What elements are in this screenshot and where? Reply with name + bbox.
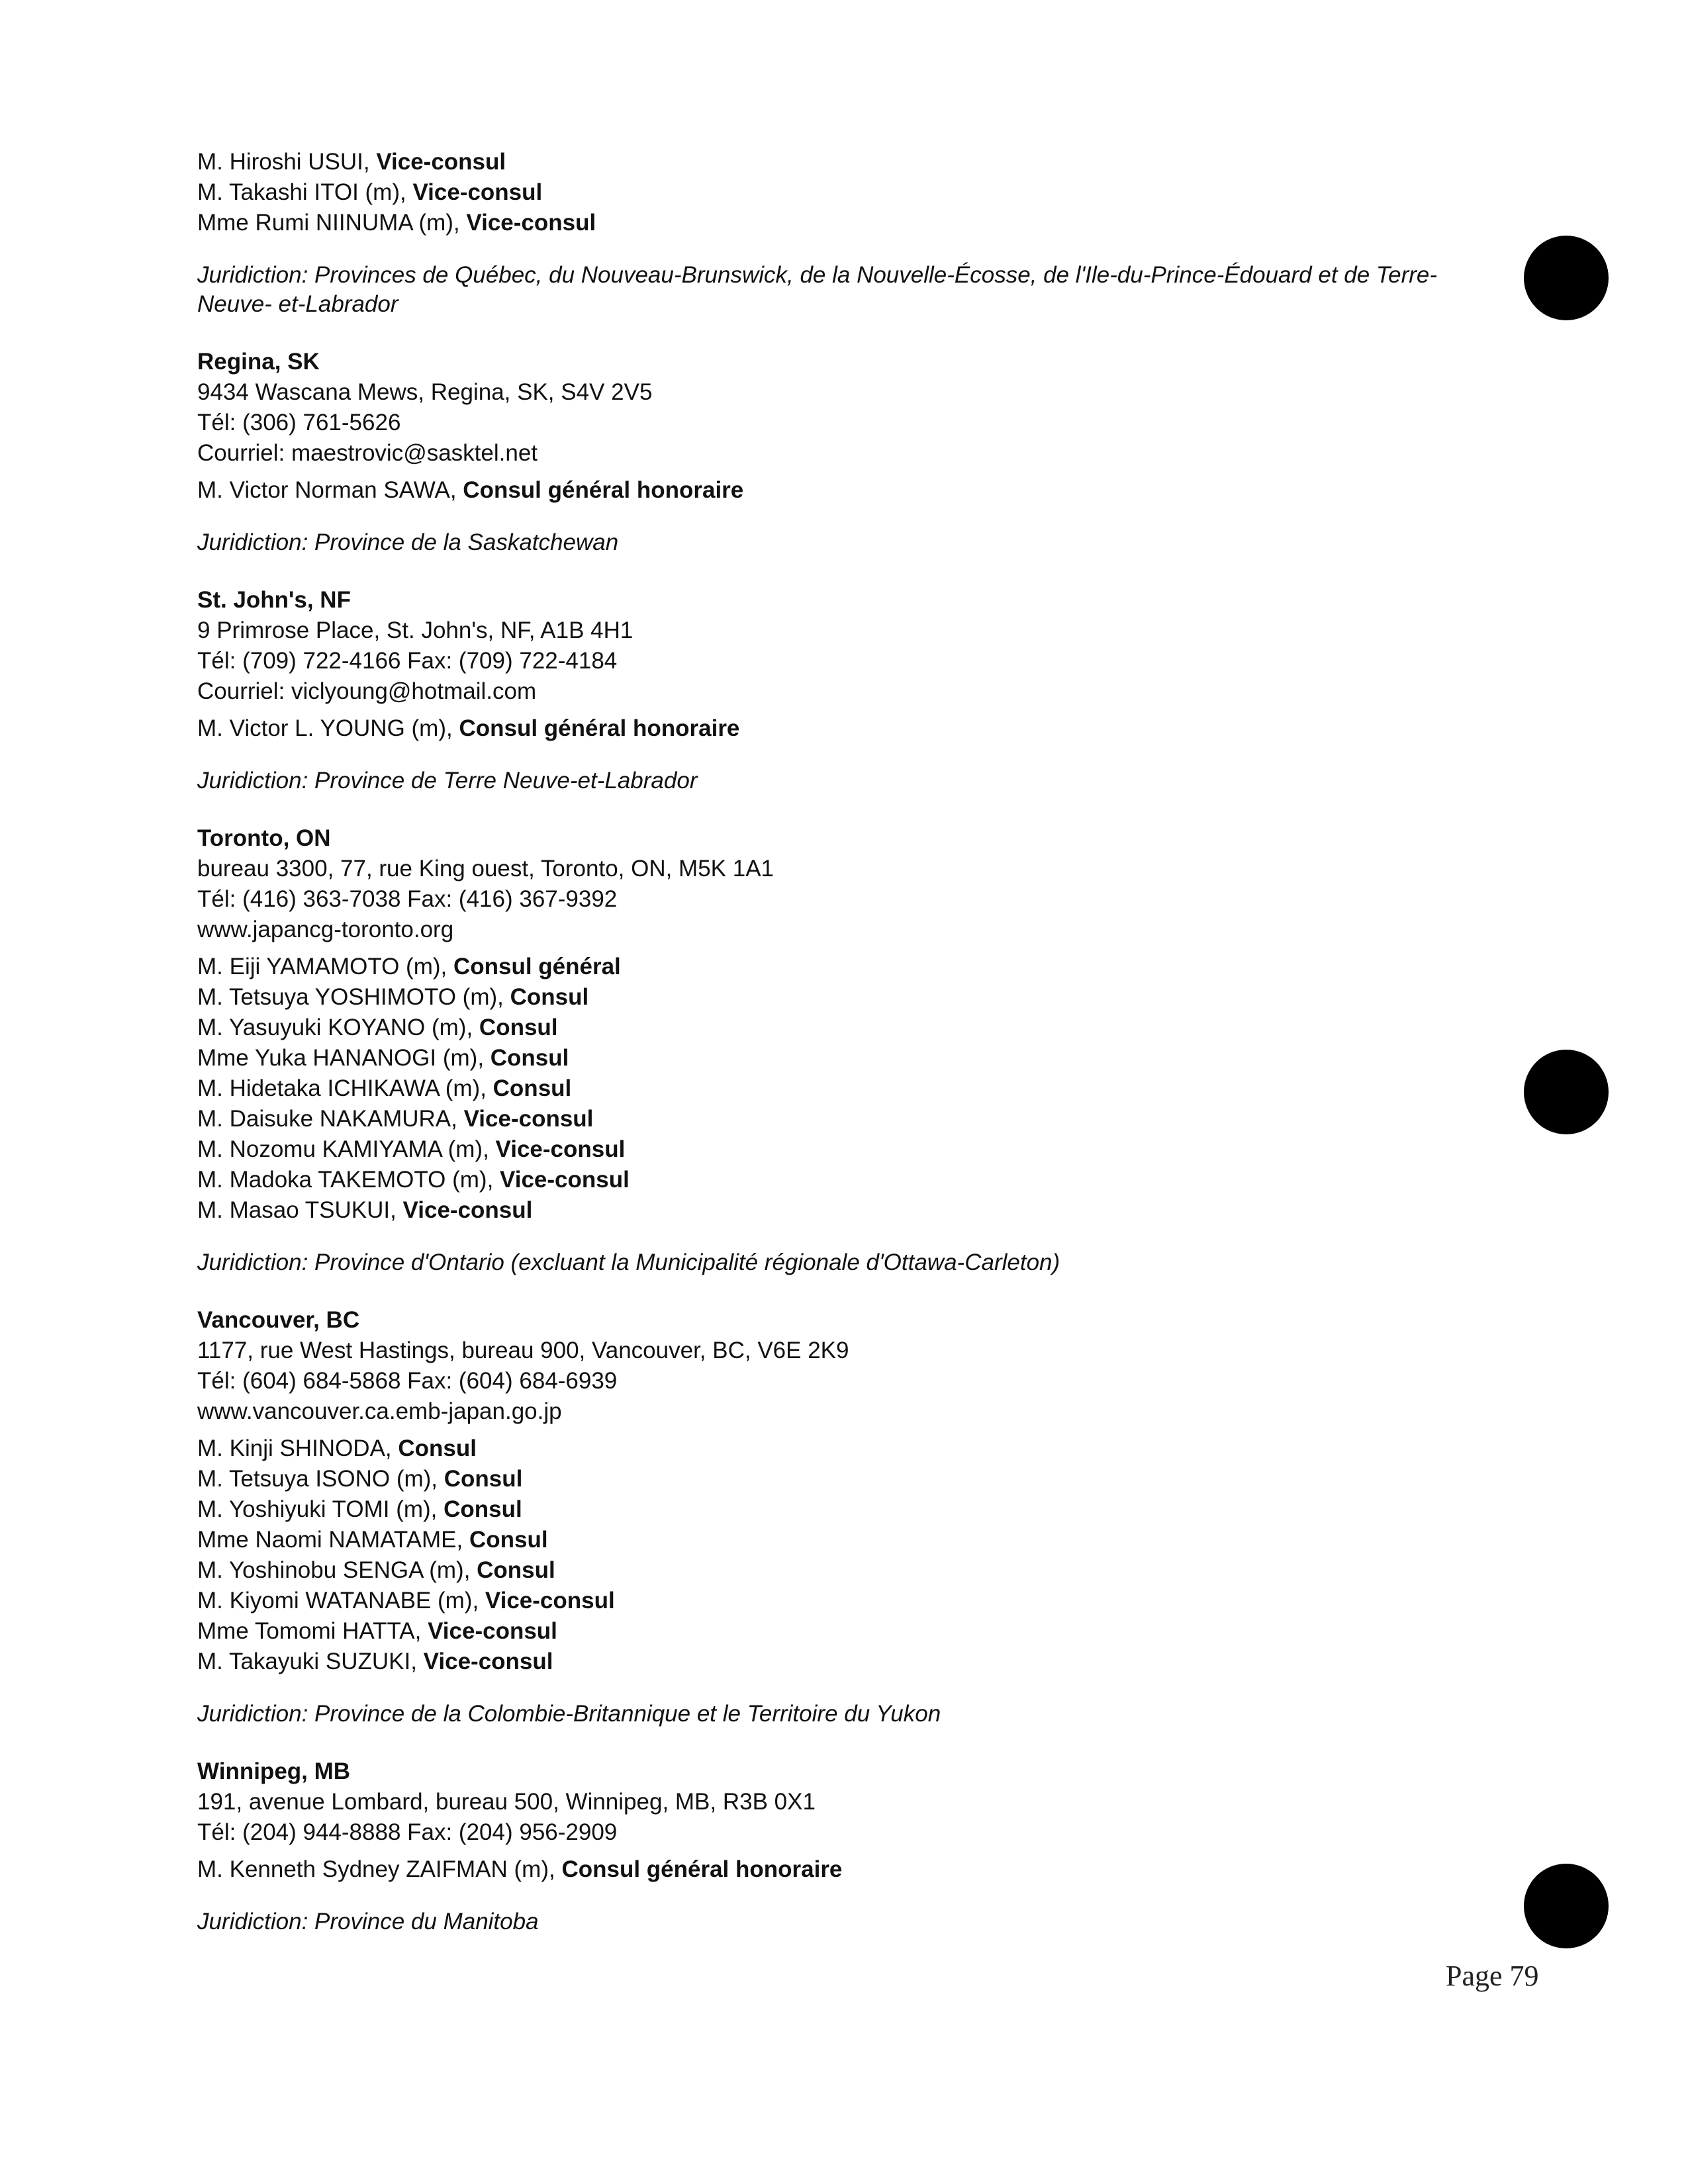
staff-entry	[197, 1104, 1534, 1134]
office-block	[197, 1756, 1534, 1936]
punch-hole-middle	[1524, 1050, 1609, 1134]
staff-entry	[197, 1433, 1534, 1464]
staff-title: Consul	[444, 1496, 522, 1522]
staff-title: Vice-consul	[463, 1106, 594, 1132]
office-address: 9 Primrose Place, St. John's, NF, A1B 4H1	[197, 617, 633, 643]
staff-name: M. Victor L. YOUNG (m),	[197, 715, 459, 741]
office-city: Vancouver, BC	[197, 1307, 360, 1333]
staff-name: M. Tetsuya ISONO (m),	[197, 1466, 444, 1492]
office-address: 9434 Wascana Mews, Regina, SK, S4V 2V5	[197, 379, 653, 405]
offices-list	[197, 347, 1534, 1936]
office-city: Regina, SK	[197, 349, 320, 375]
punch-hole-top	[1524, 236, 1609, 320]
staff-title: Consul	[477, 1557, 555, 1583]
page-number: Page 79	[1446, 1960, 1539, 1992]
office-phone: Tél: (709) 722-4166 Fax: (709) 722-4184	[197, 648, 618, 674]
staff-entry	[197, 1073, 1534, 1104]
staff-entry	[197, 952, 1534, 982]
staff-title: Consul général honoraire	[561, 1856, 843, 1882]
office-block	[197, 823, 1534, 1277]
staff-name: M. Victor Norman SAWA,	[197, 477, 463, 503]
staff-title: Vice-consul	[500, 1167, 630, 1193]
jurisdiction-text: Juridiction: Province de Terre Neuve-et-Labrador	[197, 768, 698, 794]
staff-entry	[197, 1616, 1534, 1647]
jurisdiction-text: Juridiction: Provinces de Québec, du Nouveau-Brunswick, de la Nouvelle-Écosse, de l'Ile-du-Prince-Édouard et de Terre-Neuve- et-Labrador	[197, 262, 1437, 317]
office-phone: Tél: (204) 944-8888 Fax: (204) 956-2909	[197, 1819, 618, 1845]
staff-name: M. Takayuki SUZUKI,	[197, 1649, 424, 1674]
punch-hole-bottom	[1524, 1864, 1609, 1948]
office-phone: Tél: (416) 363-7038 Fax: (416) 367-9392	[197, 886, 618, 912]
office-website: www.japancg-toronto.org	[197, 917, 454, 942]
staff-name: M. Kinji SHINODA,	[197, 1435, 399, 1461]
staff-title: Consul	[510, 984, 589, 1010]
staff-entry	[197, 475, 1534, 506]
office-block	[197, 347, 1534, 557]
office-block	[197, 585, 1534, 796]
staff-entry	[197, 982, 1534, 1013]
staff-title: Consul	[398, 1435, 477, 1461]
staff-title: Consul général honoraire	[463, 477, 744, 503]
office-phone: Tél: (306) 761-5626	[197, 410, 401, 435]
staff-entry	[197, 1555, 1534, 1586]
staff-entry	[197, 1195, 1534, 1226]
staff-name: Mme Tomomi HATTA,	[197, 1618, 428, 1644]
staff-title: Vice-consul	[428, 1618, 557, 1644]
staff-name: M. Daisuke NAKAMURA,	[197, 1106, 464, 1132]
staff-title: Vice-consul	[495, 1136, 626, 1162]
jurisdiction-text: Juridiction: Province de la Saskatchewan	[197, 529, 619, 555]
staff-name: M. Yoshinobu SENGA (m),	[197, 1557, 477, 1583]
staff-entry: Mme Rumi NIINUMA (m), Vice-consul	[197, 210, 596, 236]
jurisdiction-text: Juridiction: Province d'Ontario (excluant la Municipalité régionale d'Ottawa-Carleton)	[197, 1250, 1060, 1275]
staff-entry	[197, 1134, 1534, 1165]
staff-name: M. Madoka TAKEMOTO (m),	[197, 1167, 500, 1193]
staff-entry	[197, 1165, 1534, 1195]
staff-title: Consul général	[453, 954, 621, 979]
office-email: Courriel: maestrovic@sasktel.net	[197, 440, 538, 466]
office-address: 191, avenue Lombard, bureau 500, Winnipeg, MB, R3B 0X1	[197, 1789, 816, 1815]
office-city: Toronto, ON	[197, 825, 331, 851]
staff-entry	[197, 1494, 1534, 1525]
staff-title: Consul général honoraire	[459, 715, 740, 741]
staff-entry	[197, 1647, 1534, 1677]
staff-name: M. Kenneth Sydney ZAIFMAN (m),	[197, 1856, 562, 1882]
staff-name: M. Eiji YAMAMOTO (m),	[197, 954, 453, 979]
staff-entry	[197, 1043, 1534, 1073]
staff-name: M. Masao TSUKUI,	[197, 1197, 403, 1223]
staff-entry: M. Hiroshi USUI, Vice-consul	[197, 149, 506, 175]
staff-entry	[197, 713, 1534, 744]
staff-title: Consul	[469, 1527, 548, 1553]
office-city: St. John's, NF	[197, 587, 351, 613]
office-block	[197, 1305, 1534, 1729]
staff-name: M. Yoshiyuki TOMI (m),	[197, 1496, 444, 1522]
staff-name: Mme Naomi NAMATAME,	[197, 1527, 469, 1553]
office-phone: Tél: (604) 684-5868 Fax: (604) 684-6939	[197, 1368, 618, 1394]
staff-name: M. Kiyomi WATANABE (m),	[197, 1588, 485, 1614]
office-address: bureau 3300, 77, rue King ouest, Toronto, ON, M5K 1A1	[197, 856, 774, 882]
office-address: 1177, rue West Hastings, bureau 900, Vancouver, BC, V6E 2K9	[197, 1338, 849, 1363]
jurisdiction-text: Juridiction: Province du Manitoba	[197, 1909, 539, 1934]
staff-title: Vice-consul	[402, 1197, 533, 1223]
staff-entry	[197, 1525, 1534, 1555]
staff-title: Vice-consul	[423, 1649, 553, 1674]
staff-name: M. Nozomu KAMIYAMA (m),	[197, 1136, 496, 1162]
office-website: www.vancouver.ca.emb-japan.go.jp	[197, 1398, 562, 1424]
staff-title: Consul	[479, 1015, 558, 1040]
staff-entry: M. Takashi ITOI (m), Vice-consul	[197, 179, 543, 205]
staff-title: Consul	[492, 1075, 572, 1101]
office-email: Courriel: viclyoung@hotmail.com	[197, 678, 537, 704]
staff-title: Vice-consul	[485, 1588, 615, 1614]
staff-name: Mme Yuka HANANOGI (m),	[197, 1045, 491, 1071]
staff-name: M. Yasuyuki KOYANO (m),	[197, 1015, 479, 1040]
intro-staff-list	[197, 147, 1534, 238]
office-city: Winnipeg, MB	[197, 1758, 351, 1784]
staff-name: M. Hidetaka ICHIKAWA (m),	[197, 1075, 493, 1101]
staff-entry	[197, 1464, 1534, 1494]
staff-title: Consul	[444, 1466, 523, 1492]
staff-entry	[197, 1013, 1534, 1043]
staff-title: Consul	[490, 1045, 569, 1071]
staff-entry	[197, 1854, 1534, 1885]
document-body	[197, 147, 1534, 1936]
staff-entry	[197, 1586, 1534, 1616]
staff-name: M. Tetsuya YOSHIMOTO (m),	[197, 984, 510, 1010]
jurisdiction-text: Juridiction: Province de la Colombie-Britannique et le Territoire du Yukon	[197, 1701, 941, 1727]
